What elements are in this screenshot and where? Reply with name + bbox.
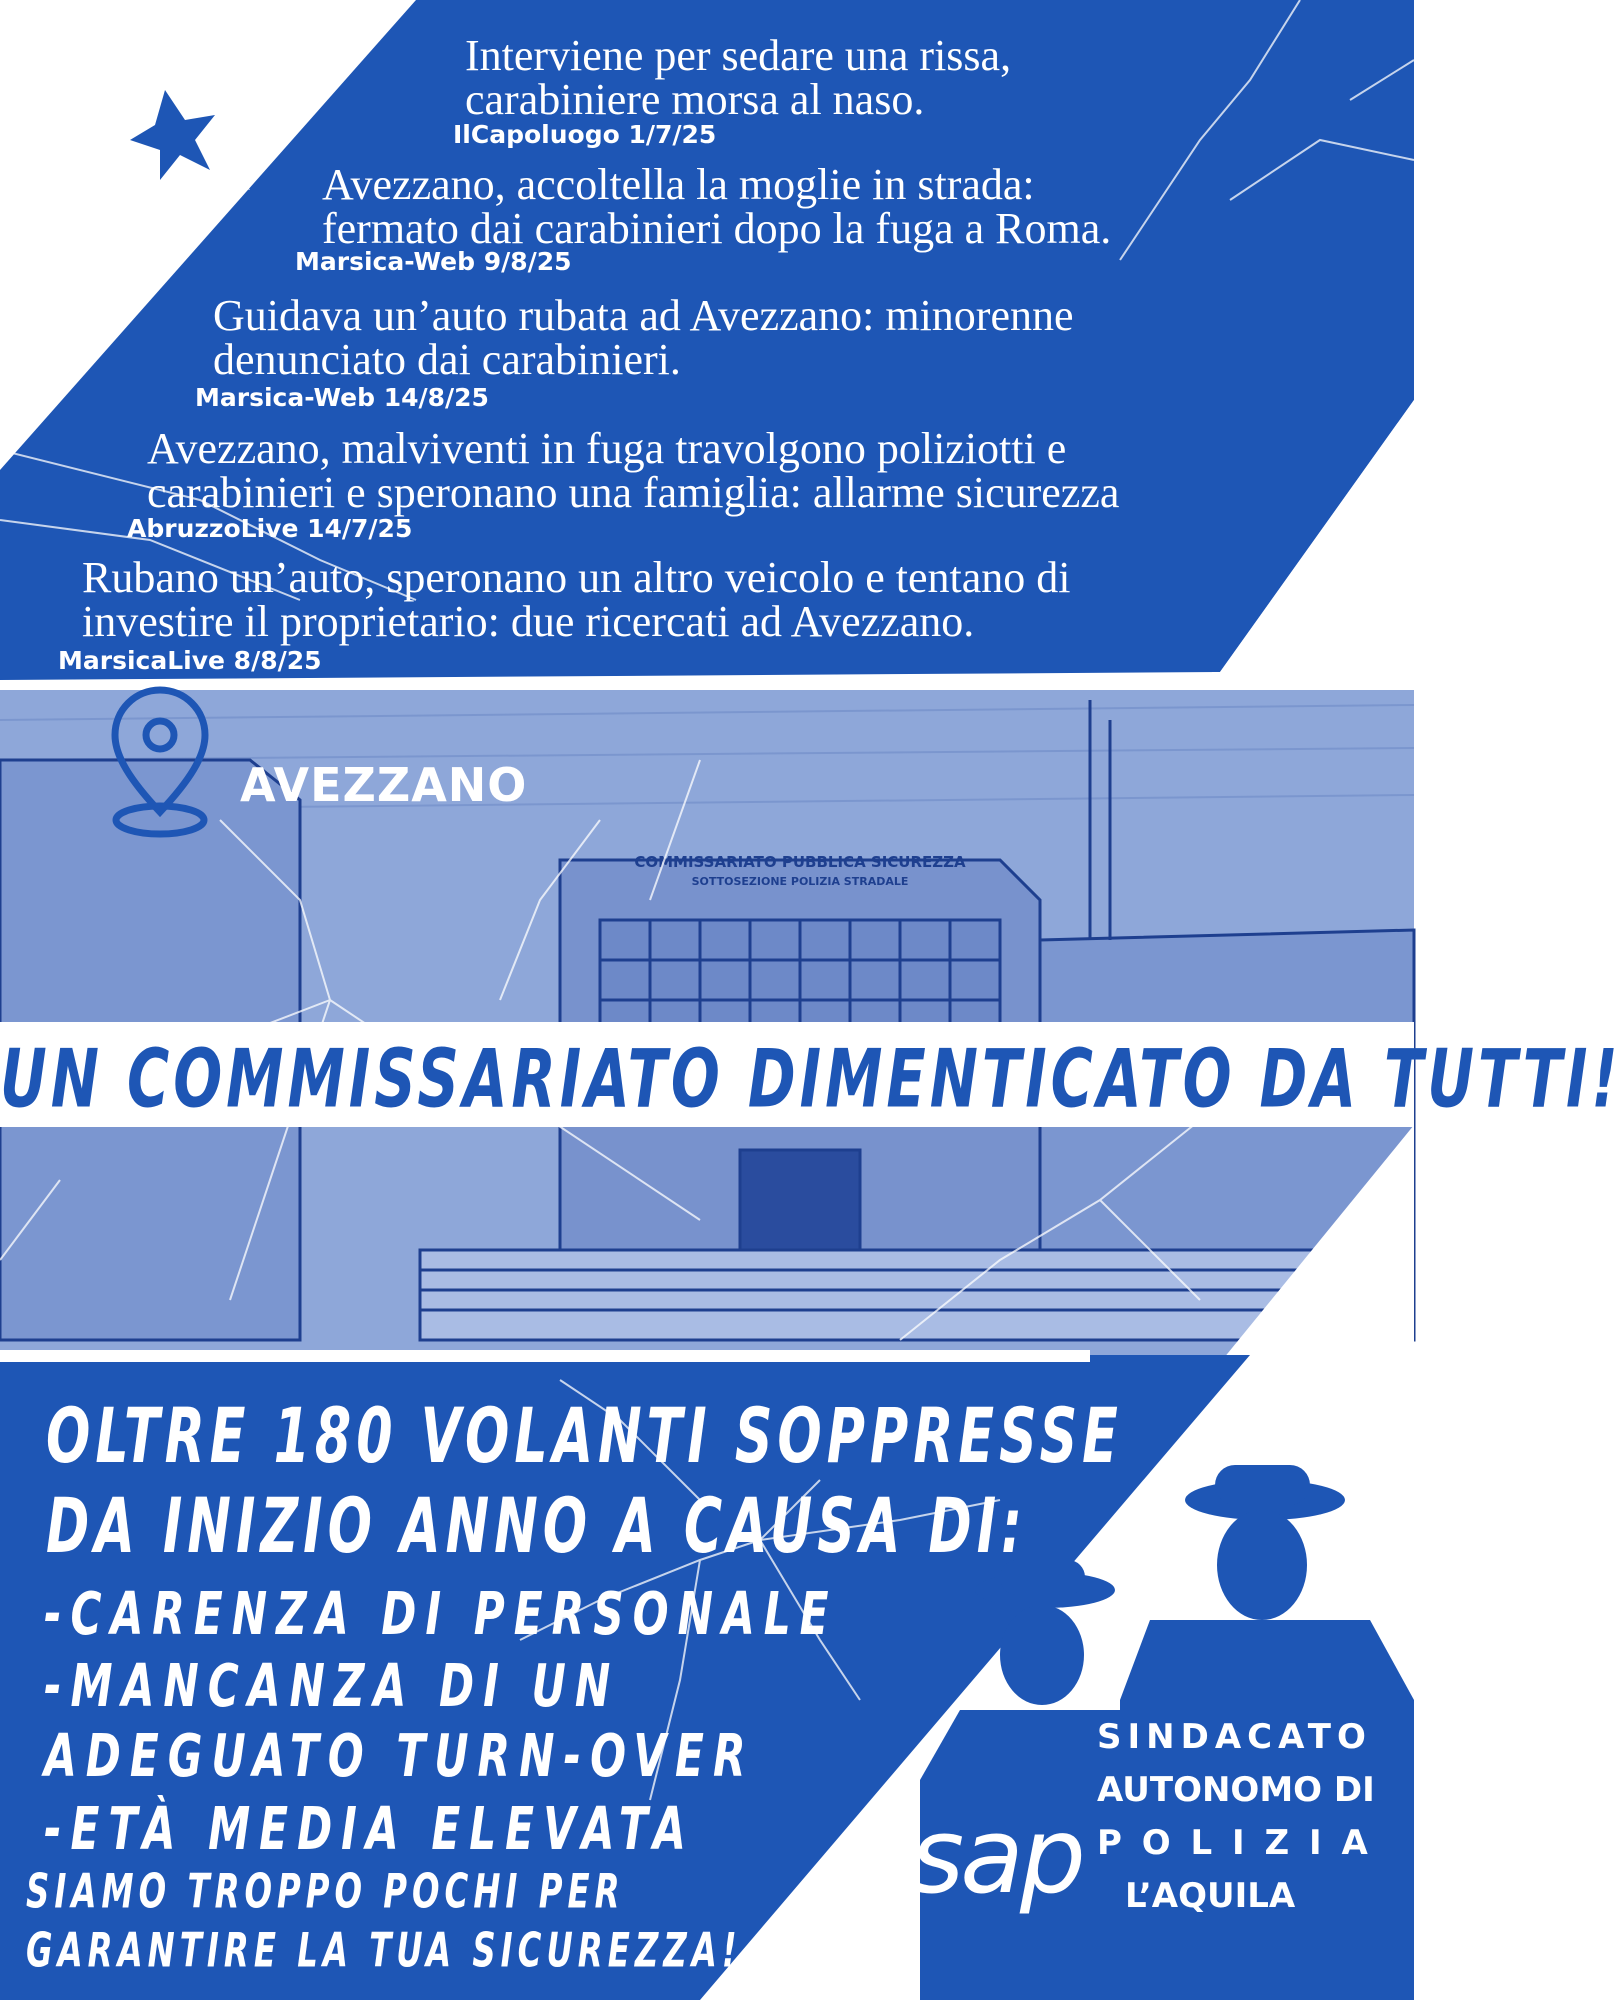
org-line-4: L’AQUILA — [1125, 1876, 1296, 1916]
org-line-2: AUTONOMO DI — [1097, 1770, 1375, 1810]
headline-3-source: Marsica-Web 14/8/25 — [195, 383, 489, 412]
headline-4: Avezzano, malviventi in fuga travolgono poliziotti e carabinieri e speronano una famiglia: allarme sicurezza — [147, 424, 1120, 517]
org-line-1: SINDACATO — [1097, 1717, 1372, 1757]
main-line-2: DA INIZIO ANNO A CAUSA DI: — [46, 1482, 1027, 1571]
sap-logo: sap — [910, 1795, 1082, 1917]
cause-item-4: -ETÀ MEDIA ELEVATA — [44, 1795, 695, 1864]
cause-item-2: -MANCANZA DI UN — [44, 1652, 620, 1721]
main-line-1: OLTRE 180 VOLANTI SOPPRESSE — [46, 1392, 1123, 1481]
headline-1-source: IlCapoluogo 1/7/25 — [453, 120, 717, 149]
building-sign-line2: SOTTOSEZIONE POLIZIA STRADALE — [691, 875, 909, 888]
headline-2-source: Marsica-Web 9/8/25 — [295, 247, 572, 276]
slogan-line-1: SIAMO TROPPO POCHI PER — [26, 1866, 625, 1920]
headline-5-source: MarsicaLive 8/8/25 — [58, 646, 322, 675]
banner-text: UN COMMISSARIATO DIMENTICATO DA TUTTI! — [0, 1034, 1622, 1127]
headline-5: Rubano un’auto, speronano un altro veicolo e tentano di investire il proprietario: due ricercati ad Avezzano. — [82, 553, 1071, 646]
building-sign-line1: COMMISSARIATO PUBBLICA SICUREZZA — [634, 853, 966, 871]
headline-1: Interviene per sedare una rissa, carabiniere morsa al naso. — [465, 31, 1012, 124]
cause-item-3: ADEGUATO TURN-OVER — [44, 1722, 755, 1791]
slogan-line-2: GARANTIRE LA TUA SICUREZZA! — [26, 1925, 742, 1979]
location-label: AVEZZANO — [240, 758, 528, 812]
headline-2: Avezzano, accoltella la moglie in strada: fermato dai carabinieri dopo la fuga a Roma. — [322, 160, 1112, 253]
cause-item-1: -CARENZA DI PERSONALE — [44, 1580, 838, 1649]
headline-3: Guidava un’auto rubata ad Avezzano: minorenne denunciato dai carabinieri. — [213, 291, 1074, 384]
org-line-3: P O L I Z I A — [1097, 1823, 1372, 1863]
headline-4-source: AbruzzoLive 14/7/25 — [127, 514, 413, 543]
